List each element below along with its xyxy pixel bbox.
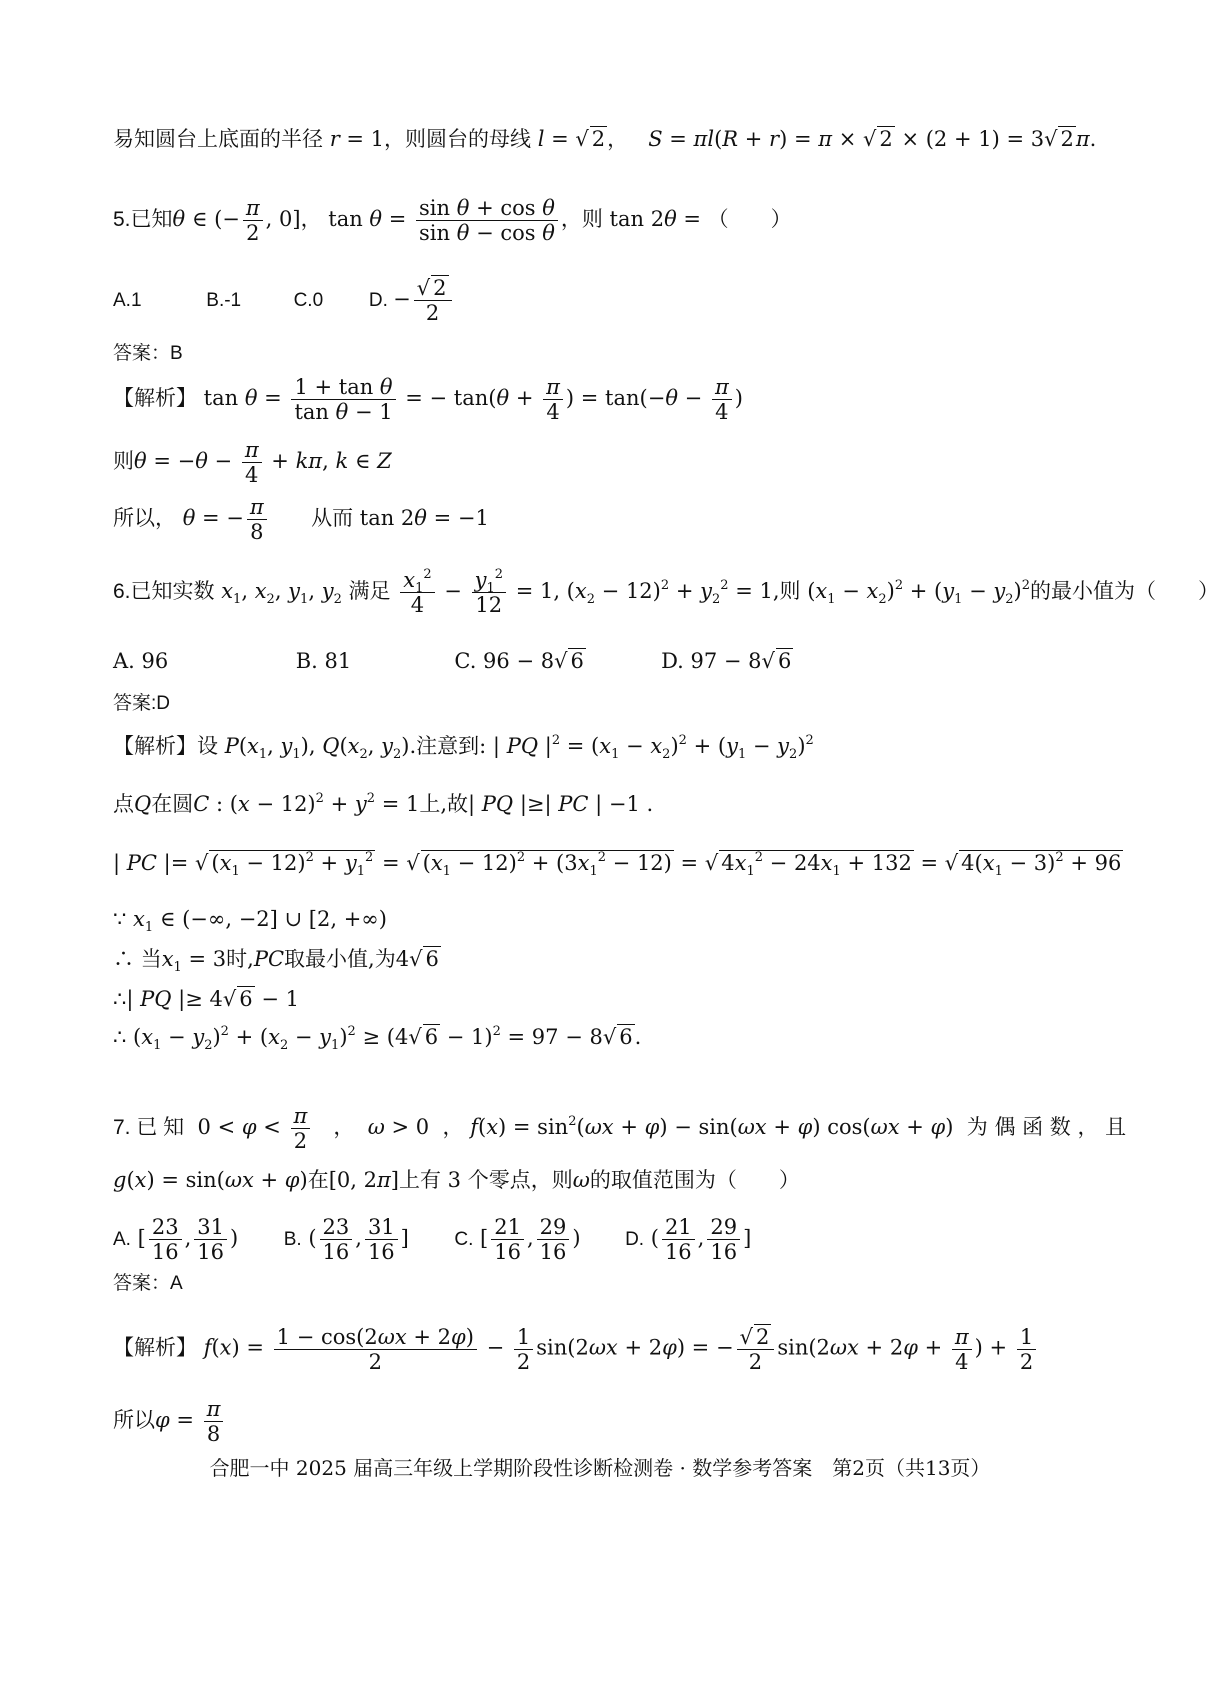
q5-option-b: B.-1 xyxy=(206,289,242,311)
q5-comma: ， xyxy=(300,207,322,232)
q7-stem-mid2: 为 偶 函 数 ， 且 xyxy=(966,1115,1127,1140)
q6-a4-end: 取最小值,为 xyxy=(284,947,396,971)
q6-analysis-2: 点Q在圆C : $(x - 12)^2 + y^2 = 1$上,故| PQ |≥| PC | −1 . xyxy=(113,791,654,816)
q7-analysis-1: 【解析】 f(x) = $\frac{1 - \cos(2\omega x + 2\varphi)}{2}$ − $\frac{1}{2}$ sin(2ωx + 2φ) = − $\frac{√ 2}{2}$ sin(2ωx + 2φ + $\frac{\pi}{4}$ ) + $\frac{1}{2}$ xyxy=(113,1324,1039,1374)
q6-analysis-4: ∵ $x_1$ ∈ (−∞, −2] ∪ [2, +∞) xyxy=(113,907,387,935)
q7-line2-mid: 在 xyxy=(307,1168,329,1192)
q5-analysis-tag: 【解析】 xyxy=(113,387,197,411)
q7-line2-end: 的取值范围为（ ） xyxy=(589,1168,800,1192)
q6-a1-text2: .注意到: xyxy=(409,734,487,758)
q7-option-c: C. xyxy=(454,1229,474,1251)
q5-prefix: 5.已知 xyxy=(113,208,173,232)
q7-stem-line2: g(x) = sin(ωx + φ)在[0, 2π]上有 3 个零点，则ω的取值范围为（ ） xyxy=(113,1168,800,1192)
q6-analysis-5: ∴ 当$x_1 = 3$时,PC取最小值,为4√ 6 xyxy=(113,947,439,975)
q7-last-prefix: 所以 xyxy=(113,1408,155,1433)
q5-answer: 答案：B xyxy=(113,343,183,364)
intro-end: . xyxy=(1089,127,1097,151)
q6-a2-prefix: 点 xyxy=(113,792,134,816)
q5-step3-prefix: 所以， xyxy=(113,506,176,531)
q6-stem: 6.已知实数 $x_1$, $x_2$, $y_1$, $y_2$ 满足 $\frac{x_1^2}{4}$ − $\frac{y_1^2}{12}$ = 1, $(x_2 - 12)^2 + y_2^2 = 1$,则 $(x_1 - x_2)^2 + (y_1 - y_2)^2$的最小值为（ ） xyxy=(113,567,1219,618)
q7-line2-mid2: 上有 3 个零点，则 xyxy=(398,1168,573,1192)
q7-answer: 答案：A xyxy=(113,1273,183,1294)
q6-prefix: 6.已知实数 xyxy=(113,580,215,604)
q7-option-d: D. xyxy=(625,1229,645,1251)
q6-a1-text: 设 xyxy=(197,734,218,758)
q5-blank: （ ） xyxy=(707,207,792,232)
intro-text: 易知圆台上底面的半径 xyxy=(113,127,323,151)
intro-line: 易知圆台上底面的半径 r = 1，则圆台的母线 l = √ 2， S = πl(R + r) = π × √ 2 × (2 + 1) = 3√ 2π. xyxy=(113,127,1097,151)
q5-analysis-2: 则θ = −θ − $\frac{\pi}{4}$ + kπ, k ∈ Z xyxy=(113,438,392,488)
q6-a2-mid2: 上,故 xyxy=(419,792,469,816)
q6-answer: 答案:D xyxy=(113,693,171,714)
q6-mid: 满足 xyxy=(348,579,391,604)
q6-option-a: A. xyxy=(113,649,135,673)
q7-option-b: B. xyxy=(283,1229,302,1251)
q5-option-c: C.0 xyxy=(293,289,324,311)
q7-analysis-tag: 【解析】 xyxy=(113,1336,197,1360)
q6-analysis-tag: 【解析】 xyxy=(113,735,197,758)
q5-option-d: D. xyxy=(368,289,388,311)
q5-option-a: A.1 xyxy=(113,289,142,311)
q7-options: A. [ $\frac{23}{16}$ , $\frac{31}{16}$ ) B. ( $\frac{23}{16}$ , $\frac{31}{16}$ ] C. [ $\frac{21}{16}$ , $\frac{29}{16}$ ) D. ( $\frac{21}{16}$ , $\frac{29}{16}$ ] xyxy=(113,1215,752,1265)
q6-analysis-7: ∴ $(x_1 - y_2)^2 + (x_2 - y_1)^2 \ge (4√$ 6 − 1)$^2$ = 97 − 8√ 6. xyxy=(113,1024,642,1053)
q6-options: A. 96 B. 81 C. 96 − 8√ 6 D. 97 − 8√ 6 xyxy=(113,649,792,673)
q5-stem: 5.已知θ ∈ (− $\frac{\pi}{2}$ , 0]， tan θ = $\frac{\text{sin θ + cos θ}}{\text{sin θ − cos θ}}$ ，则 tan 2θ = （ ） xyxy=(113,196,792,246)
q6-a2-mid: 在圆 xyxy=(151,792,194,816)
q7-stem: 7. 已 知 0 < φ < $\frac{\pi}{2}$ ， ω > 0 ， $f(x) = \sin^2(\omega x + \varphi) - \sin(\omega x + \varphi) \cos(\omega x + \varphi)$ 为 偶 函 数 ， 且 xyxy=(113,1104,1127,1154)
intro-text-2: ，则圆台的母线 xyxy=(384,127,532,151)
page-footer: 合肥一中 2025 届高三年级上学期阶段性诊断检测卷 · 数学参考答案 第2页（共13页） xyxy=(209,1456,991,1480)
q5-analysis-1: 【解析】 tan θ = $\frac{\text{1 + tan θ}}{\text{tan θ − 1}}$ = − tan(θ + $\frac{\pi}{4}$ ) = tan(−θ − $\frac{\pi}{4}$ ) xyxy=(113,375,743,425)
q6-end: 的最小值为（ ） xyxy=(1030,579,1219,604)
q6-a4-when: 当 xyxy=(140,947,162,971)
q6-analysis-6: ∴| PQ |≥ 4√ 6 − 1 xyxy=(113,987,299,1011)
q5-options: A.1 B.-1 C.0 D. − $\frac{√ 2}{2}$ xyxy=(113,275,455,325)
q6-analysis-1: 【解析】设 $P(x_1$, $y_1$), $Q(x_2$, $y_2$).注意到: | PQ $|^2 = (x_1 - x_2)^2 + (y_1 - y_2)^2$ xyxy=(113,733,814,762)
q5-step3-mid: 从而 xyxy=(311,506,354,531)
q5-step2-prefix: 则 xyxy=(113,449,134,474)
intro-comma: ， xyxy=(607,127,629,151)
q5-stem-end: ，则 xyxy=(560,207,603,232)
q7-prefix: 7. 已 知 xyxy=(113,1116,185,1140)
q7-analysis-2: 所以φ = $\frac{\pi}{8}$ xyxy=(113,1397,226,1446)
q6-analysis-3: | PC |= √ $(x_1 - 12)^2 + y_1^2$ = √ $(x_1 - 12)^2 + (3x_1^2 - 12)$ = √ $4x_1^2 - 24x_1 + 132$ = √ $4(x_1 - 3)^2 + 96$ xyxy=(113,850,1122,879)
q6-option-d: D. xyxy=(661,649,684,673)
q6-mid2: ,则 xyxy=(772,579,801,604)
q6-a4-mid: 时, xyxy=(226,947,254,971)
q7-option-a: A. xyxy=(113,1229,131,1251)
q6-option-b: B. xyxy=(295,649,318,673)
q6-option-c: C. xyxy=(454,649,477,673)
q5-analysis-3: 所以， θ = − $\frac{\pi}{8}$ 从而 tan 2θ = −1 xyxy=(113,495,489,545)
